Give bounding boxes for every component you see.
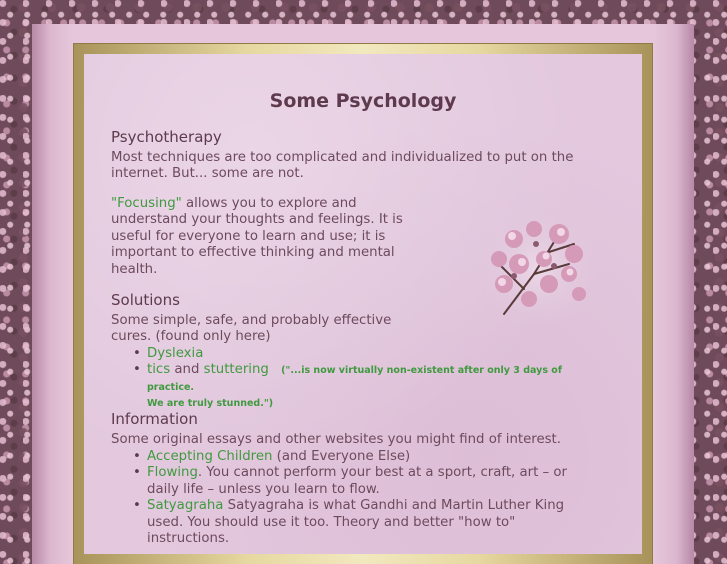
blossom-image — [474, 204, 604, 334]
heading-information: Information — [111, 410, 198, 428]
focusing-line4: important to effective thinking and mental — [111, 245, 395, 261]
stuttering-quote-line2: We are truly stunned.") — [147, 398, 274, 410]
satyagraha-text-line3: instructions. — [147, 531, 230, 547]
satyagraha-link[interactable]: Satyagraha — [147, 498, 224, 514]
flowing-link[interactable]: Flowing — [147, 465, 198, 481]
stuttering-quote-line1: ("...is now virtually non-existent after only 3 days of practice. — [147, 365, 562, 393]
dyslexia-link[interactable]: Dyslexia — [147, 346, 204, 361]
list-item — [111, 449, 631, 465]
focusing-link[interactable]: "Focusing" — [111, 196, 182, 211]
flowing-text-line2: daily life – unless you learn to flow. — [147, 481, 380, 497]
solutions-list — [111, 346, 611, 412]
satyagraha-text-line2: used. You should use it too. Theory and better "how to" — [147, 514, 516, 530]
content-panel — [84, 54, 642, 554]
flowing-text-line1: . You cannot perform your best at a sport, craft, art – or — [197, 465, 568, 481]
information-intro: Some original essays and other websites you might find of interest. — [111, 432, 561, 447]
stuttering-link[interactable]: stuttering — [203, 362, 269, 378]
tics-link[interactable]: tics — [147, 362, 171, 378]
list-item — [111, 498, 631, 547]
and-text: and — [170, 362, 204, 378]
focusing-paragraph — [111, 196, 403, 278]
accepting-children-link[interactable]: Accepting Children — [147, 449, 273, 464]
satyagraha-text-line1: Satyagraha is what Gandhi and Martin Luther King — [223, 498, 565, 514]
accepting-children-text: (and Everyone Else) — [272, 449, 411, 464]
psychotherapy-intro — [111, 150, 573, 183]
psychotherapy-intro-line1: Most techniques are too complicated and individualized to put on the — [111, 150, 574, 165]
list-item — [111, 362, 611, 411]
focusing-line2: understand your thoughts and feelings. It is — [111, 212, 403, 228]
information-list — [111, 449, 631, 547]
psychotherapy-intro-line2: internet. But... some are not. — [111, 166, 304, 182]
solutions-intro-line1: Some simple, safe, and probably effective — [111, 313, 392, 328]
solutions-intro — [111, 313, 391, 346]
solutions-intro-line2: cures. (found only here) — [111, 329, 271, 345]
heading-psychotherapy: Psychotherapy — [111, 128, 222, 146]
focusing-line5: health. — [111, 261, 158, 277]
list-item — [111, 346, 611, 362]
list-item — [111, 465, 631, 498]
focusing-line3: useful for everyone to learn and use; it is — [111, 228, 386, 244]
page-title: Some Psychology — [269, 90, 457, 112]
heading-solutions: Solutions — [111, 291, 180, 309]
focusing-text: allows you to explore and — [181, 196, 357, 211]
